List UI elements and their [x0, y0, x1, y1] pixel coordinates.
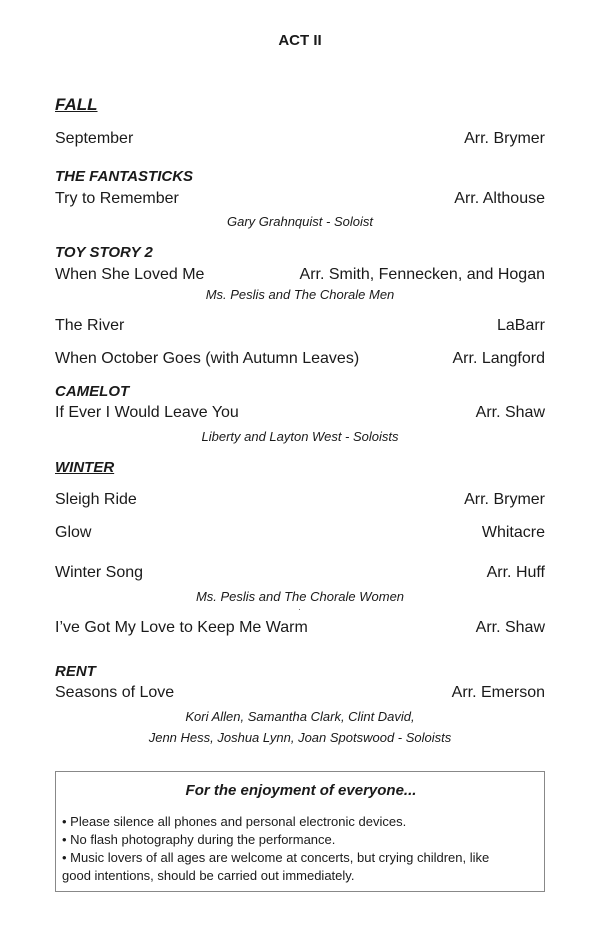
program-row-got-my-love — [55, 619, 545, 637]
song-arranger: Arr. Huff — [486, 564, 545, 581]
program-row-seasons-of-love — [55, 684, 545, 702]
section-heading-fall: FALL — [55, 95, 98, 114]
song-title: If Ever I Would Leave You — [55, 404, 239, 421]
program-row-if-ever — [55, 404, 545, 422]
song-title: The River — [55, 317, 125, 334]
show-heading-fantasticks: THE FANTASTICKS — [55, 168, 194, 185]
etiquette-line-children: • Music lovers of all ages are welcome at concerts, but crying children, like — [62, 850, 490, 865]
song-title: Glow — [55, 524, 92, 541]
program-row-when-october-goes — [55, 350, 545, 368]
song-arranger: Arr. Smith, Fennecken, and Hogan — [299, 266, 545, 283]
program-row-the-river — [55, 317, 545, 335]
etiquette-line-intentions: good intentions, should be carried out immediately. — [62, 868, 355, 883]
song-arranger: Arr. Shaw — [475, 619, 545, 636]
song-title: I’ve Got My Love to Keep Me Warm — [55, 619, 308, 636]
program-row-september — [55, 130, 545, 148]
song-arranger: LaBarr — [496, 317, 545, 334]
show-heading-rent: RENT — [55, 663, 96, 680]
song-arranger: Arr. Brymer — [464, 130, 545, 147]
program-row-sleigh-ride — [55, 491, 545, 509]
performer-note-west: Liberty and Layton West - Soloists — [201, 429, 399, 444]
song-arranger: Arr. Emerson — [451, 684, 545, 701]
song-title: When She Loved Me — [55, 266, 205, 283]
performer-note-peslis-women: Ms. Peslis and The Chorale Women — [195, 589, 405, 604]
etiquette-line-phones: • Please silence all phones and personal electronic devices. — [62, 814, 407, 829]
section-heading-winter: WINTER — [55, 459, 115, 476]
act-title: ACT II — [278, 32, 322, 49]
performer-note-rent-line2: Jenn Hess, Joshua Lynn, Joan Spotswood - Soloists — [148, 730, 452, 745]
etiquette-title: For the enjoyment of everyone... — [185, 782, 417, 799]
song-title: Sleigh Ride — [55, 491, 137, 508]
program-row-winter-song — [55, 564, 545, 582]
stray-dot — [299, 609, 300, 610]
song-title: Seasons of Love — [55, 684, 175, 701]
song-title: When October Goes (with Autumn Leaves) — [55, 350, 360, 367]
program-row-when-she-loved-me — [55, 266, 545, 284]
program-row-glow — [55, 524, 545, 542]
song-title: Try to Remember — [55, 190, 179, 207]
program-row-try-to-remember — [55, 190, 545, 208]
etiquette-box — [55, 771, 545, 892]
song-title: September — [55, 130, 134, 147]
show-heading-camelot: CAMELOT — [55, 383, 130, 400]
song-title: Winter Song — [55, 564, 144, 581]
performer-note-rent-line1: Kori Allen, Samantha Clark, Clint David, — [185, 709, 415, 724]
song-arranger: Arr. Althouse — [454, 190, 545, 207]
song-arranger: Arr. Brymer — [464, 491, 545, 508]
song-arranger: Arr. Langford — [452, 350, 545, 367]
etiquette-line-photography: • No flash photography during the performance. — [62, 832, 336, 847]
song-arranger: Whitacre — [481, 524, 545, 541]
performer-note-grahnquist: Gary Grahnquist - Soloist — [227, 214, 373, 229]
performer-note-peslis-men: Ms. Peslis and The Chorale Men — [205, 287, 395, 302]
show-heading-toy-story-2: TOY STORY 2 — [55, 244, 153, 261]
song-arranger: Arr. Shaw — [475, 404, 545, 421]
